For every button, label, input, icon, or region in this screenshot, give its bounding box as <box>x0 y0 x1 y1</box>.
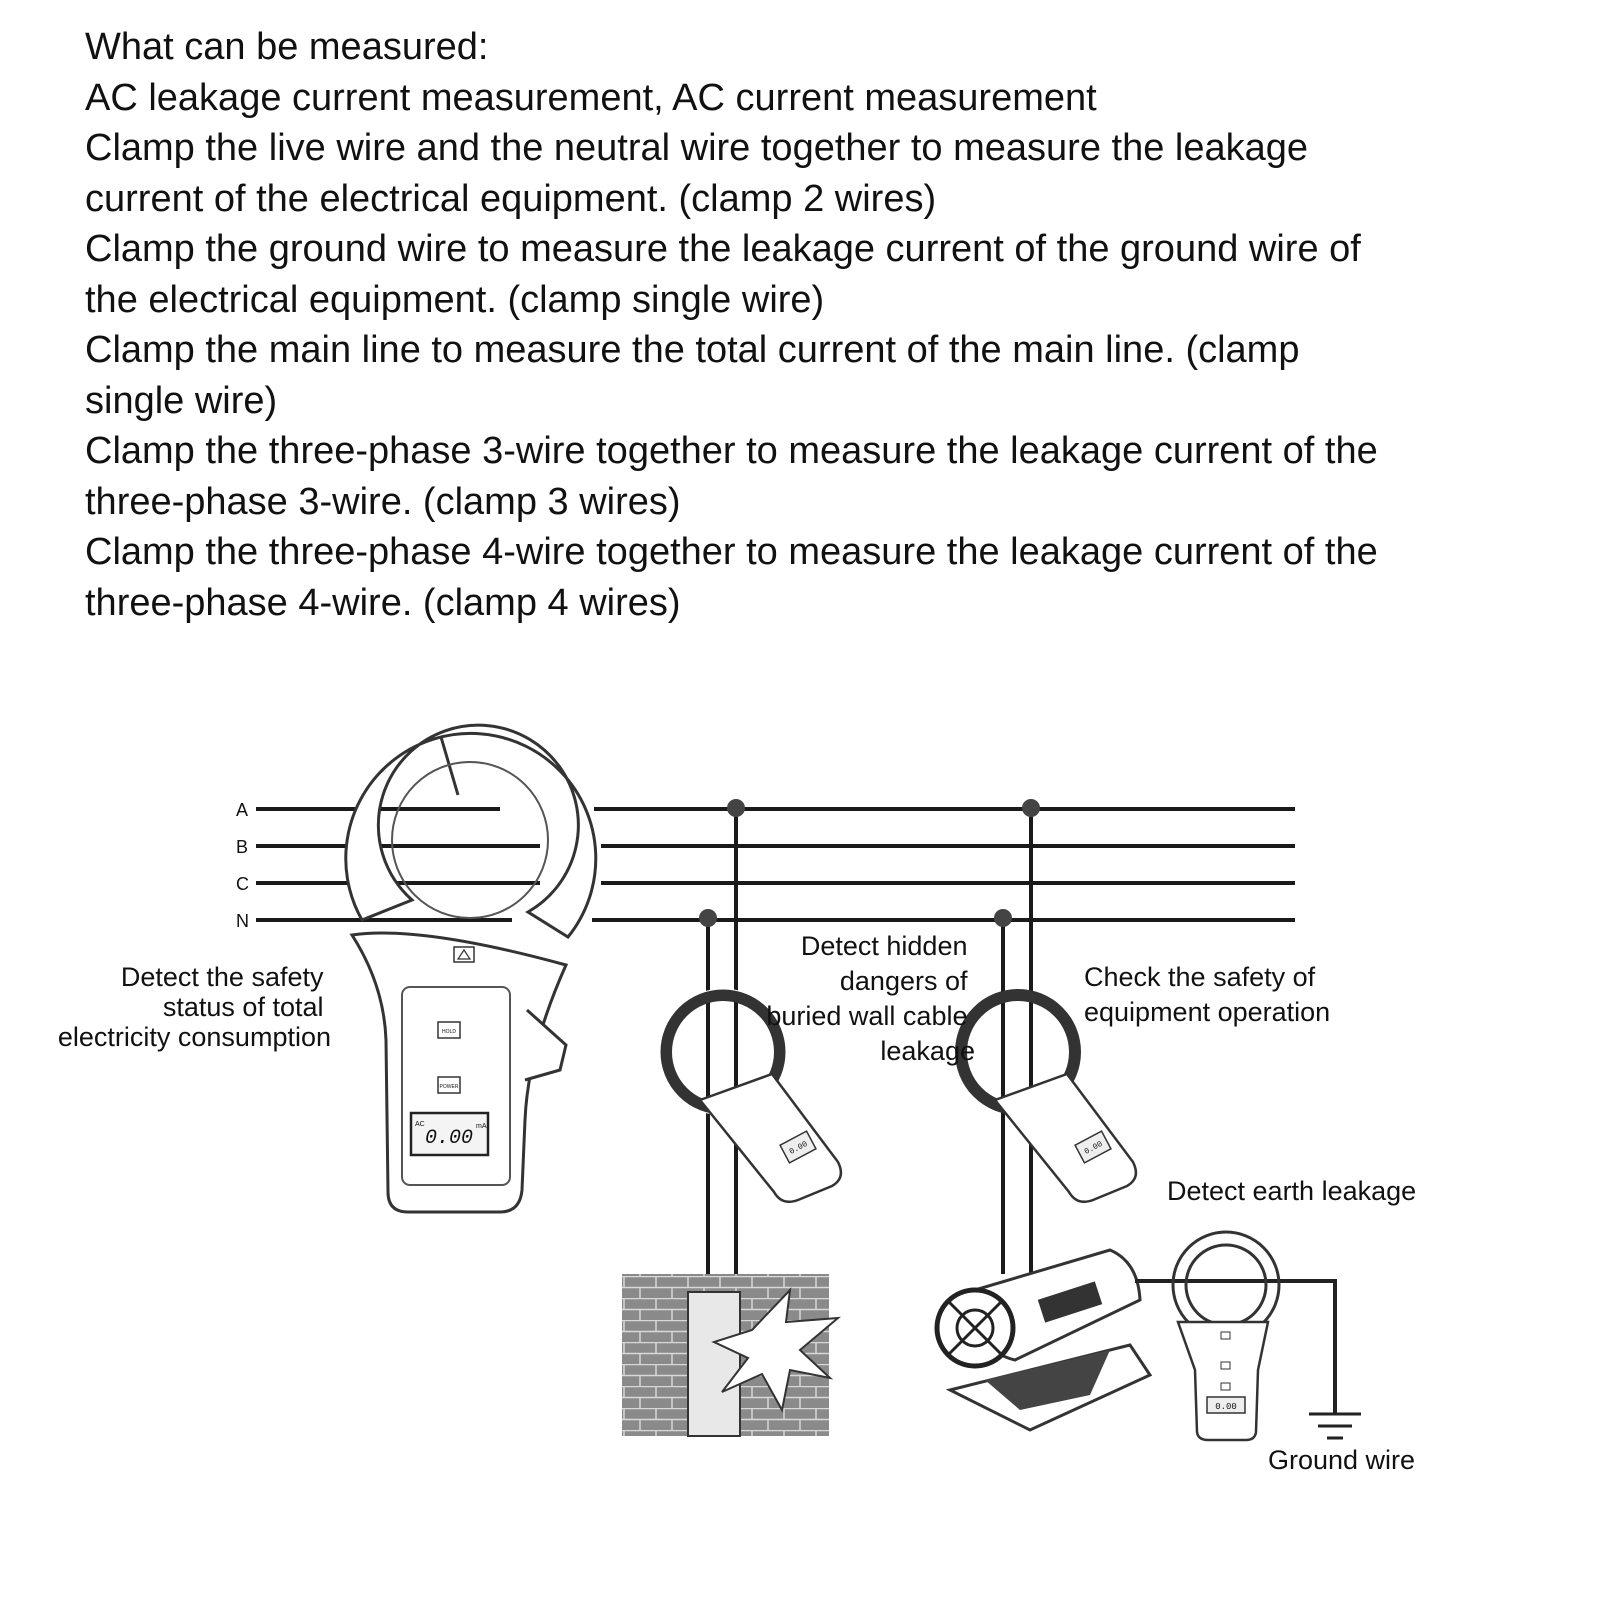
label-ground-wire: Ground wire <box>1268 1445 1416 1475</box>
earth-clamp-button <box>1221 1362 1230 1369</box>
small-display-value: 0.00 <box>1083 1139 1105 1157</box>
phase-lines <box>256 809 1295 920</box>
label-line: Check the safety of <box>1084 962 1316 992</box>
intro-line: Clamp the main line to measure the total current of the main line. (clamp <box>85 329 1300 371</box>
intro-line: current of the electrical equipment. (clamp 2 wires) <box>85 177 937 220</box>
brick-wall <box>622 1274 838 1436</box>
junction-dots <box>699 799 1040 927</box>
display-mode: AC <box>415 1121 425 1128</box>
intro-line: AC leakage current measurement, AC current measurement <box>85 76 1097 119</box>
junction-dot <box>699 909 717 927</box>
electric-heater <box>937 1250 1150 1430</box>
label-line: buried wall cable <box>766 1001 968 1031</box>
intro-line: Clamp the three-phase 3-wire together to measure the leakage current of the <box>85 430 1378 472</box>
ground-symbol-icon <box>1309 1414 1361 1438</box>
large-clamp-meter <box>346 725 596 1212</box>
intro-line: What can be measured: <box>85 26 489 68</box>
label-equipment-safety <box>1084 962 1330 1027</box>
intro-line: single wire) <box>85 379 278 422</box>
junction-dot <box>994 909 1012 927</box>
earth-clamp-inner <box>1186 1245 1266 1325</box>
label-line: Detect hidden <box>800 931 968 961</box>
intro-line: Clamp the ground wire to measure the leakage current of the ground wire of <box>85 228 1361 270</box>
small-display-value: 0.00 <box>1215 1402 1237 1412</box>
label-line: Detect the safety <box>120 962 324 992</box>
label-line: electricity consumption <box>57 1022 331 1052</box>
label-line: dangers of <box>839 966 968 996</box>
label-wall-leakage <box>766 931 975 1066</box>
phase-label-c: C <box>236 874 249 894</box>
small-clamp-body <box>995 1074 1136 1202</box>
small-clamp-body <box>700 1074 841 1202</box>
clamp-jaw <box>346 725 596 937</box>
warning-icon <box>454 947 474 962</box>
small-display-value: 0.00 <box>788 1139 810 1157</box>
display-value: 0.00 <box>424 1127 474 1150</box>
power-button-label: POWER <box>439 1084 459 1090</box>
label-line: equipment operation <box>1084 997 1331 1027</box>
earth-clamp-body <box>1178 1322 1268 1440</box>
earth-clamp-meter <box>1135 1232 1361 1440</box>
label-earth-leakage: Detect earth leakage <box>1167 1176 1417 1206</box>
phase-labels <box>236 800 249 931</box>
junction-dot <box>727 799 745 817</box>
vertical-taps <box>708 808 1031 1274</box>
label-line: leakage <box>880 1036 975 1066</box>
hold-button-label: HOLD <box>442 1029 456 1035</box>
junction-dot <box>1022 799 1040 817</box>
intro-line: three-phase 3-wire. (clamp 3 wires) <box>85 480 681 523</box>
label-total-consumption <box>58 962 331 1052</box>
clamp-inner-ring <box>392 762 548 918</box>
display-unit: mA <box>476 1123 487 1130</box>
intro-line: three-phase 4-wire. (clamp 4 wires) <box>85 581 681 624</box>
phase-label-a: A <box>236 800 249 820</box>
phase-label-n: N <box>236 911 249 931</box>
meter-display <box>411 1113 488 1155</box>
wall-channel <box>688 1292 740 1436</box>
hold-button[interactable] <box>438 1022 460 1038</box>
phase-label-b: B <box>236 837 249 857</box>
earth-clamp-button <box>1221 1383 1230 1390</box>
intro-line: the electrical equipment. (clamp single wire) <box>85 278 825 321</box>
earth-clamp-button <box>1221 1332 1230 1339</box>
intro-line: Clamp the live wire and the neutral wire together to measure the leakage <box>85 127 1309 169</box>
intro-line: Clamp the three-phase 4-wire together to measure the leakage current of the <box>85 531 1378 573</box>
power-button[interactable] <box>438 1077 460 1093</box>
label-line: status of total <box>162 992 324 1022</box>
